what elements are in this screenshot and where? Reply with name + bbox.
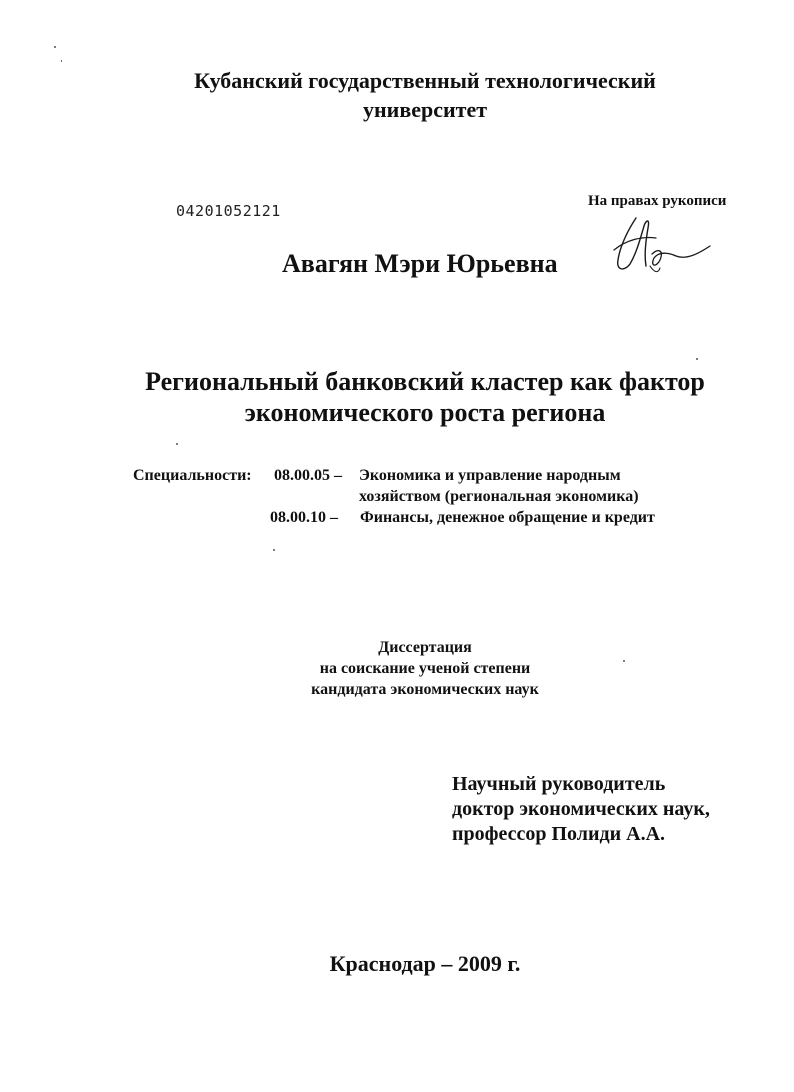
city-year: Краснодар – 2009 г.	[329, 951, 521, 976]
dissertation-title	[0, 366, 794, 428]
specialty-name-2: Финансы, денежное обращение и кредит	[360, 509, 655, 526]
registration-code: 04201052121	[176, 202, 281, 220]
rights-note: На правах рукописи	[588, 193, 727, 209]
scan-speck	[696, 358, 698, 360]
scan-speck	[54, 46, 56, 48]
scan-speck	[176, 443, 178, 445]
title-line-1: Региональный банковский кластер как фактор	[145, 367, 705, 396]
specialty-code-1: 08.00.05 –	[274, 467, 342, 484]
university-line-2: университет	[362, 97, 488, 122]
university-name	[0, 66, 794, 124]
scan-speck	[61, 60, 62, 62]
scan-speck	[273, 549, 275, 551]
signature-icon	[606, 210, 716, 280]
supervisor-line-3: профессор Полиди А.А.	[452, 823, 666, 845]
specialty-code-2: 08.00.10 –	[270, 509, 338, 526]
title-line-2: экономического роста региона	[244, 398, 606, 427]
supervisor-line-1: Научный руководитель	[452, 773, 666, 795]
dissertation-line-3: кандидата экономических наук	[311, 681, 539, 698]
supervisor-block	[452, 772, 710, 847]
university-line-1: Кубанский государственный технологический	[194, 68, 656, 93]
scan-speck	[623, 660, 625, 662]
dissertation-degree	[0, 637, 794, 700]
specialty-name-1-line-1: Экономика и управление народным	[359, 467, 621, 484]
dissertation-line-1: Диссертация	[378, 639, 472, 656]
supervisor-line-2: доктор экономических наук,	[452, 798, 710, 820]
specialty-name-1-line-2: хозяйством (региональная экономика)	[359, 488, 639, 505]
author-name: Авагян Мэри Юрьевна	[282, 249, 558, 278]
dissertation-line-2: на соискание ученой степени	[319, 660, 531, 677]
specialties-label: Специальности:	[133, 467, 252, 484]
